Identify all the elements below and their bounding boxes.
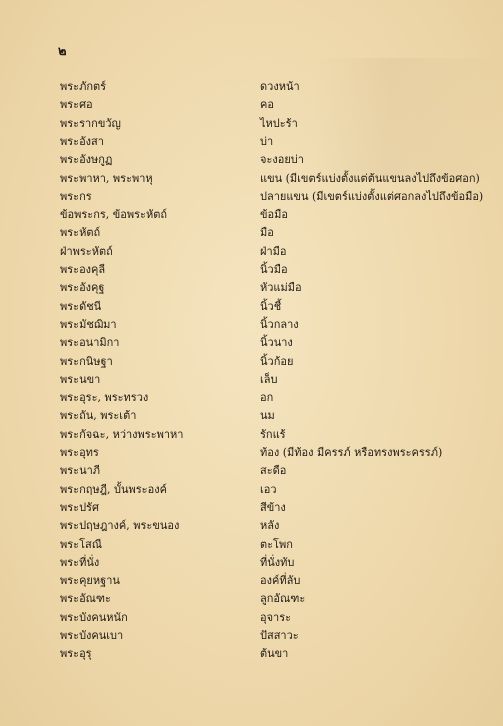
- glossary-entry: [0, 298, 503, 316]
- glossary-entry: [0, 499, 503, 517]
- entry-meaning: บ่า: [260, 134, 274, 148]
- glossary-entry: [0, 426, 503, 444]
- entry-meaning: หัวแม่มือ: [260, 281, 302, 295]
- glossary-entry: [0, 224, 503, 242]
- entry-meaning: ตะโพก: [260, 537, 293, 551]
- entry-meaning: ปลายแขน (มีเขตร์แบ่งตั้งแต่ศอกลงไปถึงข้อมือ): [260, 189, 484, 203]
- glossary-entry: [0, 188, 503, 206]
- entry-term: พระอัณฑะ: [60, 592, 111, 606]
- glossary-entry: [0, 243, 503, 261]
- entry-term: ฝ่าพระหัตถ์: [60, 244, 113, 258]
- entry-term: พระนาภี: [60, 464, 101, 478]
- glossary-entry: [0, 353, 503, 371]
- entry-term: พระภักตร์: [60, 80, 107, 93]
- entry-term: พระถัน, พระเต้า: [60, 409, 137, 423]
- entry-term: พระบังคนหนัก: [60, 610, 128, 624]
- entry-term: พระกนิษฐา: [60, 354, 113, 368]
- glossary-entry: [0, 133, 503, 151]
- entry-meaning: รักแร้: [260, 427, 286, 441]
- entry-term: พระคุยหฐาน: [60, 574, 120, 588]
- entry-meaning: เอว: [260, 482, 277, 496]
- glossary-entry: [0, 481, 503, 499]
- glossary-entry: [0, 371, 503, 389]
- entry-term: พระองคุลี: [60, 263, 106, 276]
- entry-term: พระที่นั่ง: [60, 555, 100, 569]
- glossary-entry: [0, 462, 503, 480]
- entry-meaning: ที่นั่งทับ: [260, 555, 295, 569]
- entry-meaning: ไหปะร้า: [260, 116, 298, 130]
- glossary-entry: [0, 444, 503, 462]
- entry-meaning: ฝ่ามือ: [260, 244, 287, 258]
- entry-meaning: แขน (มีเขตร์แบ่งตั้งแต่ต้นแขนลงไปถึงข้อศอก): [260, 171, 480, 185]
- glossary-entry: [0, 554, 503, 572]
- glossary-entry: [0, 536, 503, 554]
- entry-meaning: อุจาระ: [260, 610, 292, 624]
- glossary-entry: [0, 517, 503, 535]
- glossary-entry: [0, 590, 503, 608]
- glossary-entry: [0, 316, 503, 334]
- entry-term: พระกัจฉะ, หว่างพระพาหา: [60, 427, 184, 441]
- entry-meaning: สะดือ: [260, 464, 287, 478]
- glossary-entry: [0, 572, 503, 590]
- entry-term: พระอนามิกา: [60, 336, 120, 350]
- glossary-entry: [0, 206, 503, 224]
- page-number: ๒: [58, 44, 67, 59]
- entry-term: พระอุระ, พระทรวง: [60, 391, 149, 405]
- entry-meaning: นิ้วก้อย: [260, 354, 294, 368]
- entry-term: พระอุรุ: [60, 647, 92, 661]
- entry-term: พระอุทร: [60, 446, 99, 459]
- entry-term: พระอังคุฐ: [60, 281, 105, 295]
- entry-term: พระนขา: [60, 372, 101, 386]
- entry-meaning: ลูกอัณฑะ: [260, 592, 306, 606]
- entry-meaning: นิ้วชี้: [260, 299, 282, 313]
- entry-meaning: องค์ที่ลับ: [260, 574, 301, 588]
- entry-term: พระพาหา, พระพาหุ: [60, 171, 153, 185]
- glossary-entry: [0, 609, 503, 627]
- entry-term: ข้อพระกร, ข้อพระหัตถ์: [60, 208, 168, 222]
- entry-term: พระบังคนเบา: [60, 629, 124, 642]
- entry-meaning: หลัง: [260, 519, 280, 533]
- glossary-entry: [0, 279, 503, 297]
- entry-meaning: นิ้วมือ: [260, 263, 288, 276]
- glossary-entry: [0, 407, 503, 425]
- entry-term: พระรากขวัญ: [60, 116, 121, 130]
- entry-term: พระอังสา: [60, 134, 104, 148]
- glossary-entry: [0, 645, 503, 663]
- entry-term: พระปรัศ: [60, 500, 99, 514]
- glossary-entry: [0, 96, 503, 114]
- entry-meaning: มือ: [260, 226, 274, 240]
- entry-meaning: ต้นขา: [260, 647, 289, 661]
- entry-meaning: นม: [260, 409, 275, 423]
- entry-meaning: สีข้าง: [260, 500, 286, 514]
- entry-term: พระมัชฌิมา: [60, 317, 117, 331]
- entry-meaning: ปัสสาวะ: [260, 629, 299, 642]
- glossary-entry: [0, 334, 503, 352]
- entry-term: พระหัตถ์: [60, 226, 101, 240]
- entry-meaning: นิ้วกลาง: [260, 317, 299, 331]
- glossary-entry: [0, 115, 503, 133]
- glossary-entry: [0, 78, 503, 96]
- entry-meaning: ท้อง (มีท้อง มีครรภ์ หรือทรงพระครรภ์): [260, 446, 443, 459]
- entry-meaning: คอ: [260, 98, 274, 112]
- glossary-entry: [0, 170, 503, 188]
- glossary-entry: [0, 151, 503, 169]
- entry-meaning: นิ้วนาง: [260, 336, 293, 350]
- entry-term: พระโสณี: [60, 537, 102, 551]
- entry-meaning: ดวงหน้า: [260, 80, 300, 93]
- entry-term: พระกร: [60, 189, 92, 203]
- entry-term: พระดัชนี: [60, 299, 102, 313]
- entry-meaning: อก: [260, 391, 274, 405]
- glossary-entry: [0, 261, 503, 279]
- entry-meaning: จะงอยบ่า: [260, 153, 304, 167]
- glossary-entry: [0, 389, 503, 407]
- entry-term: พระกฤษฎี, บั้นพระองค์: [60, 482, 167, 496]
- entry-term: พระศอ: [60, 98, 93, 112]
- glossary-entry: [0, 627, 503, 645]
- entry-meaning: ข้อมือ: [260, 208, 288, 222]
- entry-term: พระปฤษฎางค์, พระขนอง: [60, 519, 180, 533]
- entry-term: พระอังษกูฏ: [60, 153, 113, 167]
- entry-meaning: เล็บ: [260, 372, 278, 386]
